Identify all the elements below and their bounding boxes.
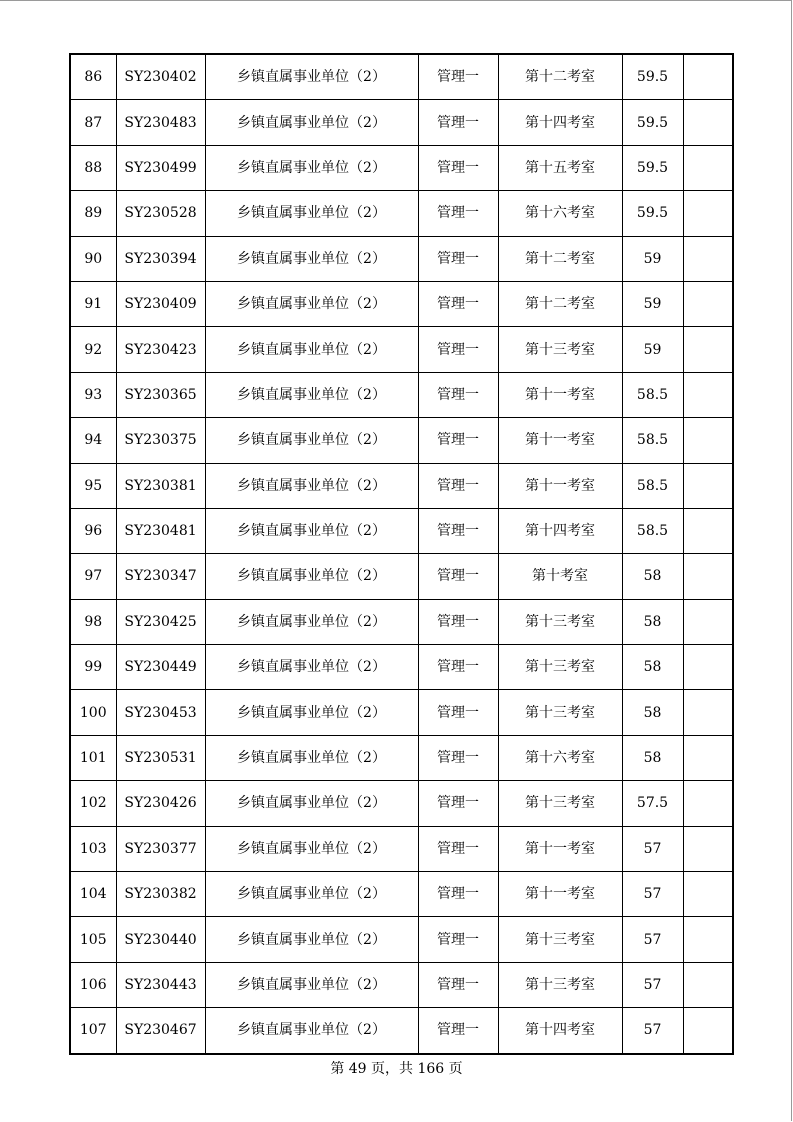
table-row bbox=[70, 281, 733, 326]
note-cell bbox=[683, 826, 733, 871]
position-cell: 管理一 bbox=[418, 236, 498, 281]
row-number-cell: 106 bbox=[70, 962, 116, 1007]
row-number-cell: 100 bbox=[70, 690, 116, 735]
score-cell: 59.5 bbox=[622, 191, 683, 236]
score-cell: 58.5 bbox=[622, 372, 683, 417]
exam-room-cell: 第十六考室 bbox=[498, 191, 622, 236]
unit-name-cell: 乡镇直属事业单位（2） bbox=[205, 917, 418, 962]
note-cell bbox=[683, 735, 733, 780]
unit-name-cell: 乡镇直属事业单位（2） bbox=[205, 962, 418, 1007]
position-cell: 管理一 bbox=[418, 781, 498, 826]
table-row bbox=[70, 372, 733, 417]
note-cell bbox=[683, 54, 733, 100]
table-row bbox=[70, 236, 733, 281]
exam-room-cell: 第十六考室 bbox=[498, 735, 622, 780]
score-cell: 57 bbox=[622, 872, 683, 917]
exam-room-cell: 第十二考室 bbox=[498, 54, 622, 100]
unit-name-cell: 乡镇直属事业单位（2） bbox=[205, 418, 418, 463]
candidate-id-cell: SY230365 bbox=[116, 372, 205, 417]
candidate-id-cell: SY230425 bbox=[116, 599, 205, 644]
note-cell bbox=[683, 1008, 733, 1054]
note-cell bbox=[683, 781, 733, 826]
position-cell: 管理一 bbox=[418, 145, 498, 190]
note-cell bbox=[683, 962, 733, 1007]
table-row bbox=[70, 645, 733, 690]
score-cell: 57 bbox=[622, 962, 683, 1007]
note-cell bbox=[683, 690, 733, 735]
table-row bbox=[70, 962, 733, 1007]
table-row bbox=[70, 554, 733, 599]
unit-name-cell: 乡镇直属事业单位（2） bbox=[205, 100, 418, 145]
exam-room-cell: 第十一考室 bbox=[498, 872, 622, 917]
exam-room-cell: 第十三考室 bbox=[498, 690, 622, 735]
row-number-cell: 102 bbox=[70, 781, 116, 826]
exam-room-cell: 第十四考室 bbox=[498, 1008, 622, 1054]
row-number-cell: 99 bbox=[70, 645, 116, 690]
unit-name-cell: 乡镇直属事业单位（2） bbox=[205, 508, 418, 553]
table-row bbox=[70, 327, 733, 372]
note-cell bbox=[683, 327, 733, 372]
row-number-cell: 86 bbox=[70, 54, 116, 100]
score-cell: 59.5 bbox=[622, 145, 683, 190]
exam-room-cell: 第十二考室 bbox=[498, 236, 622, 281]
table-row bbox=[70, 191, 733, 236]
candidate-id-cell: SY230426 bbox=[116, 781, 205, 826]
table-row bbox=[70, 826, 733, 871]
exam-room-cell: 第十三考室 bbox=[498, 645, 622, 690]
unit-name-cell: 乡镇直属事业单位（2） bbox=[205, 54, 418, 100]
exam-room-cell: 第十二考室 bbox=[498, 281, 622, 326]
exam-room-cell: 第十四考室 bbox=[498, 100, 622, 145]
note-cell bbox=[683, 645, 733, 690]
unit-name-cell: 乡镇直属事业单位（2） bbox=[205, 145, 418, 190]
row-number-cell: 89 bbox=[70, 191, 116, 236]
exam-room-cell: 第十四考室 bbox=[498, 508, 622, 553]
unit-name-cell: 乡镇直属事业单位（2） bbox=[205, 1008, 418, 1054]
position-cell: 管理一 bbox=[418, 54, 498, 100]
row-number-cell: 101 bbox=[70, 735, 116, 780]
position-cell: 管理一 bbox=[418, 1008, 498, 1054]
table-row bbox=[70, 690, 733, 735]
position-cell: 管理一 bbox=[418, 645, 498, 690]
candidate-id-cell: SY230409 bbox=[116, 281, 205, 326]
table-row bbox=[70, 735, 733, 780]
score-cell: 58 bbox=[622, 690, 683, 735]
unit-name-cell: 乡镇直属事业单位（2） bbox=[205, 872, 418, 917]
note-cell bbox=[683, 508, 733, 553]
unit-name-cell: 乡镇直属事业单位（2） bbox=[205, 236, 418, 281]
score-cell: 58.5 bbox=[622, 463, 683, 508]
unit-name-cell: 乡镇直属事业单位（2） bbox=[205, 645, 418, 690]
unit-name-cell: 乡镇直属事业单位（2） bbox=[205, 191, 418, 236]
position-cell: 管理一 bbox=[418, 872, 498, 917]
note-cell bbox=[683, 917, 733, 962]
unit-name-cell: 乡镇直属事业单位（2） bbox=[205, 372, 418, 417]
score-cell: 57 bbox=[622, 917, 683, 962]
exam-room-cell: 第十一考室 bbox=[498, 463, 622, 508]
score-cell: 58 bbox=[622, 735, 683, 780]
score-cell: 57 bbox=[622, 826, 683, 871]
position-cell: 管理一 bbox=[418, 735, 498, 780]
unit-name-cell: 乡镇直属事业单位（2） bbox=[205, 826, 418, 871]
score-cell: 58 bbox=[622, 599, 683, 644]
score-cell: 58.5 bbox=[622, 418, 683, 463]
note-cell bbox=[683, 281, 733, 326]
table-row bbox=[70, 100, 733, 145]
note-cell bbox=[683, 463, 733, 508]
table-row bbox=[70, 599, 733, 644]
table-row bbox=[70, 54, 733, 100]
unit-name-cell: 乡镇直属事业单位（2） bbox=[205, 735, 418, 780]
exam-room-cell: 第十三考室 bbox=[498, 917, 622, 962]
row-number-cell: 93 bbox=[70, 372, 116, 417]
unit-name-cell: 乡镇直属事业单位（2） bbox=[205, 463, 418, 508]
table-row bbox=[70, 508, 733, 553]
score-cell: 59 bbox=[622, 236, 683, 281]
candidate-id-cell: SY230449 bbox=[116, 645, 205, 690]
table-row bbox=[70, 872, 733, 917]
exam-room-cell: 第十五考室 bbox=[498, 145, 622, 190]
position-cell: 管理一 bbox=[418, 191, 498, 236]
candidate-id-cell: SY230440 bbox=[116, 917, 205, 962]
table-row bbox=[70, 145, 733, 190]
exam-room-cell: 第十一考室 bbox=[498, 418, 622, 463]
position-cell: 管理一 bbox=[418, 327, 498, 372]
exam-room-cell: 第十一考室 bbox=[498, 372, 622, 417]
exam-room-cell: 第十三考室 bbox=[498, 962, 622, 1007]
score-cell: 57.5 bbox=[622, 781, 683, 826]
row-number-cell: 88 bbox=[70, 145, 116, 190]
candidate-id-cell: SY230423 bbox=[116, 327, 205, 372]
note-cell bbox=[683, 145, 733, 190]
row-number-cell: 104 bbox=[70, 872, 116, 917]
exam-room-cell: 第十三考室 bbox=[498, 781, 622, 826]
unit-name-cell: 乡镇直属事业单位（2） bbox=[205, 599, 418, 644]
row-number-cell: 96 bbox=[70, 508, 116, 553]
row-number-cell: 105 bbox=[70, 917, 116, 962]
position-cell: 管理一 bbox=[418, 508, 498, 553]
candidate-id-cell: SY230382 bbox=[116, 872, 205, 917]
note-cell bbox=[683, 236, 733, 281]
unit-name-cell: 乡镇直属事业单位（2） bbox=[205, 690, 418, 735]
note-cell bbox=[683, 191, 733, 236]
table-row bbox=[70, 917, 733, 962]
row-number-cell: 92 bbox=[70, 327, 116, 372]
row-number-cell: 97 bbox=[70, 554, 116, 599]
score-cell: 59.5 bbox=[622, 54, 683, 100]
position-cell: 管理一 bbox=[418, 463, 498, 508]
candidate-id-cell: SY230375 bbox=[116, 418, 205, 463]
note-cell bbox=[683, 554, 733, 599]
unit-name-cell: 乡镇直属事业单位（2） bbox=[205, 781, 418, 826]
candidate-id-cell: SY230499 bbox=[116, 145, 205, 190]
position-cell: 管理一 bbox=[418, 281, 498, 326]
table-row bbox=[70, 418, 733, 463]
score-cell: 58.5 bbox=[622, 508, 683, 553]
candidate-id-cell: SY230481 bbox=[116, 508, 205, 553]
candidate-id-cell: SY230443 bbox=[116, 962, 205, 1007]
candidate-id-cell: SY230381 bbox=[116, 463, 205, 508]
exam-room-cell: 第十考室 bbox=[498, 554, 622, 599]
results-table-body bbox=[70, 54, 733, 1054]
unit-name-cell: 乡镇直属事业单位（2） bbox=[205, 281, 418, 326]
row-number-cell: 87 bbox=[70, 100, 116, 145]
note-cell bbox=[683, 872, 733, 917]
position-cell: 管理一 bbox=[418, 100, 498, 145]
position-cell: 管理一 bbox=[418, 418, 498, 463]
candidate-id-cell: SY230402 bbox=[116, 54, 205, 100]
position-cell: 管理一 bbox=[418, 826, 498, 871]
score-cell: 59 bbox=[622, 327, 683, 372]
exam-room-cell: 第十三考室 bbox=[498, 327, 622, 372]
candidate-id-cell: SY230531 bbox=[116, 735, 205, 780]
position-cell: 管理一 bbox=[418, 917, 498, 962]
note-cell bbox=[683, 418, 733, 463]
unit-name-cell: 乡镇直属事业单位（2） bbox=[205, 554, 418, 599]
table-row bbox=[70, 1008, 733, 1054]
table-row bbox=[70, 781, 733, 826]
candidate-id-cell: SY230453 bbox=[116, 690, 205, 735]
score-cell: 59.5 bbox=[622, 100, 683, 145]
row-number-cell: 94 bbox=[70, 418, 116, 463]
note-cell bbox=[683, 599, 733, 644]
score-cell: 57 bbox=[622, 1008, 683, 1054]
row-number-cell: 107 bbox=[70, 1008, 116, 1054]
candidate-id-cell: SY230347 bbox=[116, 554, 205, 599]
candidate-id-cell: SY230377 bbox=[116, 826, 205, 871]
unit-name-cell: 乡镇直属事业单位（2） bbox=[205, 327, 418, 372]
score-cell: 58 bbox=[622, 645, 683, 690]
row-number-cell: 103 bbox=[70, 826, 116, 871]
row-number-cell: 95 bbox=[70, 463, 116, 508]
candidate-id-cell: SY230528 bbox=[116, 191, 205, 236]
row-number-cell: 90 bbox=[70, 236, 116, 281]
position-cell: 管理一 bbox=[418, 690, 498, 735]
note-cell bbox=[683, 372, 733, 417]
table-row bbox=[70, 463, 733, 508]
score-cell: 58 bbox=[622, 554, 683, 599]
page-footer: 第 49 页，共 166 页 bbox=[330, 1061, 463, 1077]
position-cell: 管理一 bbox=[418, 599, 498, 644]
score-cell: 59 bbox=[622, 281, 683, 326]
position-cell: 管理一 bbox=[418, 554, 498, 599]
note-cell bbox=[683, 100, 733, 145]
candidate-id-cell: SY230394 bbox=[116, 236, 205, 281]
row-number-cell: 98 bbox=[70, 599, 116, 644]
position-cell: 管理一 bbox=[418, 372, 498, 417]
row-number-cell: 91 bbox=[70, 281, 116, 326]
results-table bbox=[69, 53, 734, 1055]
exam-room-cell: 第十三考室 bbox=[498, 599, 622, 644]
exam-room-cell: 第十一考室 bbox=[498, 826, 622, 871]
candidate-id-cell: SY230467 bbox=[116, 1008, 205, 1054]
candidate-id-cell: SY230483 bbox=[116, 100, 205, 145]
position-cell: 管理一 bbox=[418, 962, 498, 1007]
